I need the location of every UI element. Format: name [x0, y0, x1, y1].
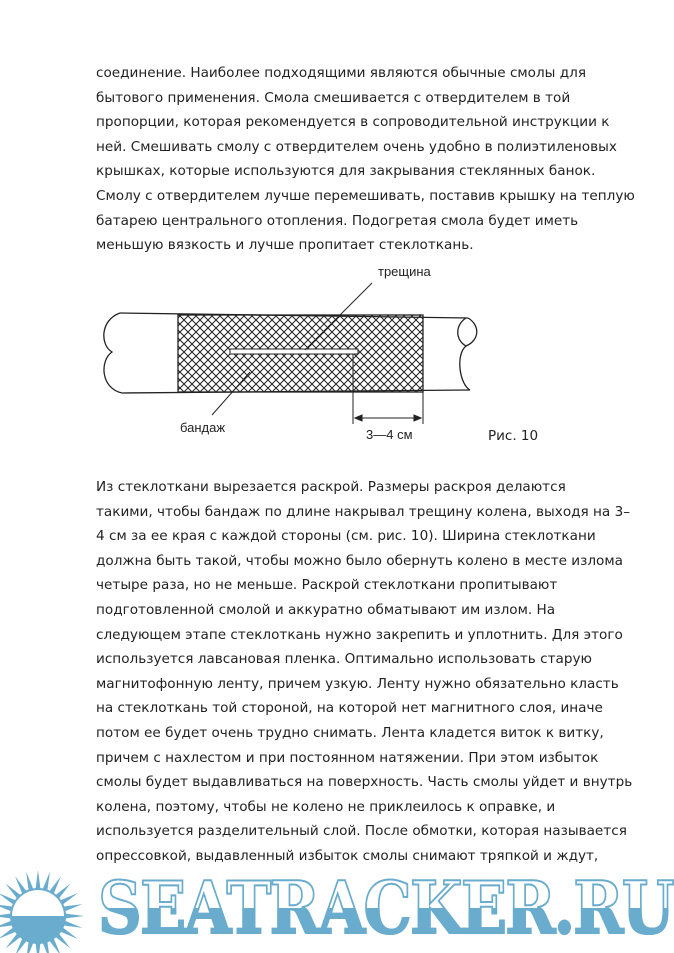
sun-ray — [35, 870, 40, 890]
crack — [230, 349, 358, 354]
text-line: такими, чтобы бандаж по длине накрывал трещину колена, выходя на 3– — [96, 503, 631, 520]
text-line: Смолу с отвердителем лучше перемешивать, поставив крышку на теплую — [96, 188, 635, 204]
text-line: Из стеклоткани вырезается раскрой. Размеры раскроя делаются — [96, 479, 566, 495]
text-line: следующем этапе стеклоткань нужно закрепить и уплотнить. Для этого — [96, 626, 623, 643]
text-line: используется разделительный слой. После обмотки, которая называется — [96, 823, 627, 840]
text-line: смолы будет выдавливаться на поверхность. Часть смолы уйдет и внутрь — [96, 774, 633, 791]
text-line: потом ее будет очень трудно снимать. Лента кладется виток к витку, — [96, 725, 604, 741]
text-line: четыре раза, но не меньше. Раскрой стеклоткани пропитывают — [96, 577, 558, 594]
text-line: батарею центрального отопления. Подогретая смола будет иметь — [96, 212, 579, 229]
label-bandage: бандаж — [180, 420, 226, 435]
sun-logo-icon — [0, 868, 100, 953]
text-line: используется лавсановая пленка. Оптимально использовать старую — [96, 651, 592, 668]
text-line: должна быть такой, чтобы можно было обернуть колено в месте излома — [96, 552, 623, 569]
text-line: подготовленной смолой и аккуратно обматывают им излом. На — [96, 602, 556, 618]
text-line: 4 см за ее края с каждой стороны (см. рис. 10). Ширина стеклоткани — [96, 528, 596, 545]
text-line: пропорции, которая рекомендуется в сопроводительной инструкции к — [96, 114, 610, 131]
text-line: магнитофонную ленту, причем узкую. Ленту нужно обязательно класть — [96, 675, 619, 692]
sun-ray — [64, 913, 84, 918]
text-line: бытового применения. Смола смешивается с отвердителем в той — [96, 89, 571, 106]
label-dimension: 3—4 см — [366, 427, 413, 442]
figure-caption: Рис. 10 — [488, 428, 539, 444]
text-line: опрессовкой, выдавленный избыток смолы снимают тряпкой и ждут, — [96, 848, 599, 864]
text-line: причем с нахлестом и при постоянном натяжении. При этом избыток — [96, 749, 599, 766]
text-line: на стеклоткань той стороной, на которой нет магнитного слоя, иначе — [96, 700, 603, 717]
watermark-text: SEATRACKER.RU — [98, 865, 673, 950]
text-line: соединение. Наиболее подходящими являются обычные смолы для — [96, 65, 586, 81]
text-line: колена, поэтому, чтобы не колено не приклеилось к оправке, и — [96, 798, 556, 815]
label-crack: трещина — [378, 264, 431, 279]
text-line: ней. Смешивать смолу с отвердителем очень удобно в полиэтиленовых — [96, 138, 617, 155]
text-line: меньшую вязкость и лучше пропитает стеклоткань. — [96, 237, 474, 254]
figure-pipe-bandage — [0, 0, 674, 470]
text-line: крышках, которые используются для закрывания стеклянных банок. — [96, 163, 596, 180]
